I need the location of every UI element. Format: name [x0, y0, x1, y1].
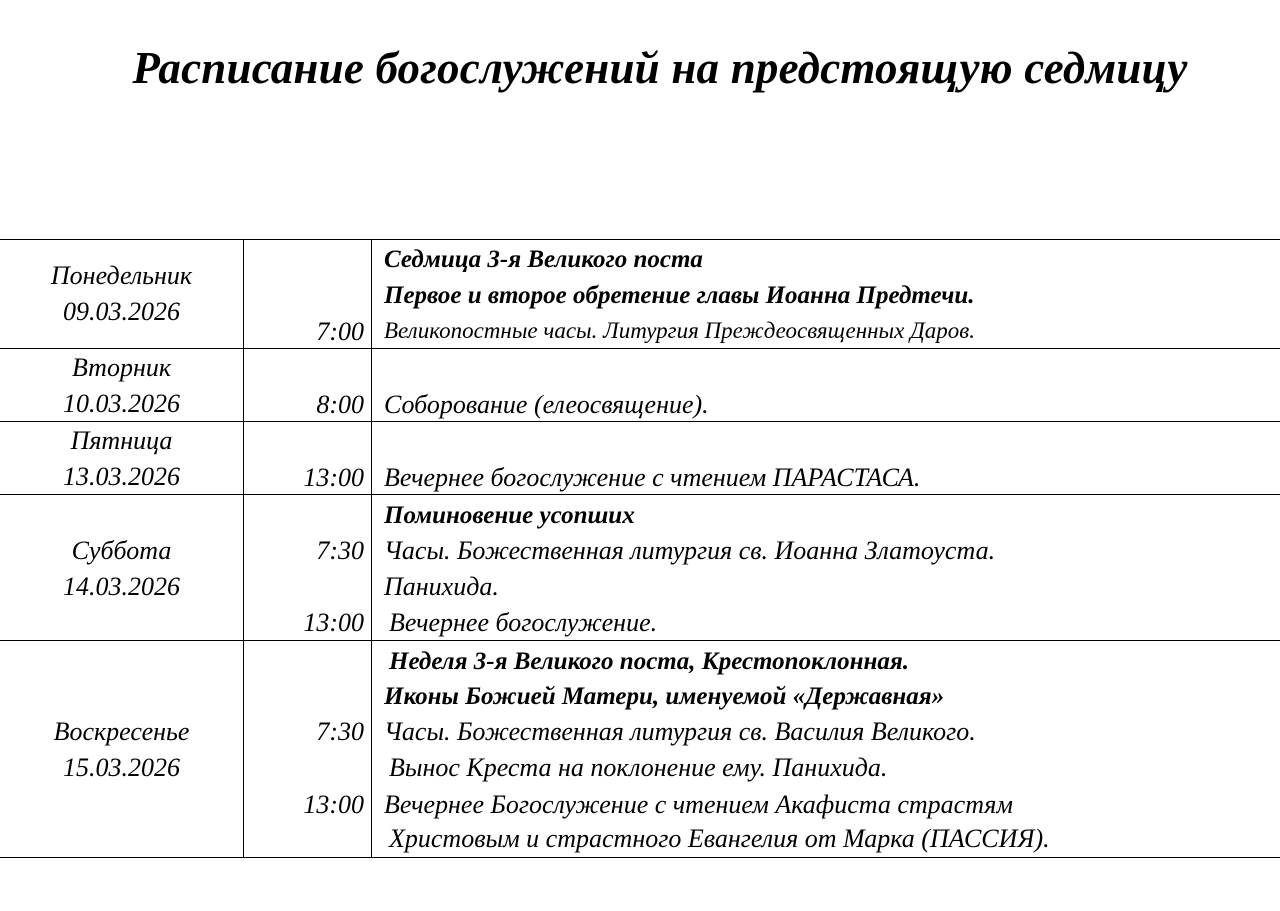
- day-date: 10.03.2026: [63, 389, 180, 418]
- service-text: Часы. Божественная литургия св. Василия Великого.: [384, 717, 976, 746]
- service-time: 13:00: [303, 790, 364, 819]
- day-name: Пятница: [70, 426, 173, 455]
- day-name: Суббота: [71, 536, 172, 565]
- service-text: Соборование (елеосвящение).: [384, 390, 709, 419]
- feast-heading: Поминовение усопших: [384, 502, 635, 529]
- service-text: Панихида.: [384, 572, 499, 601]
- service-text: Вечернее Богослужение с чтением Акафиста страстям: [384, 790, 1013, 819]
- service-time: 13:00: [303, 608, 364, 637]
- feast-heading: Первое и второе обретение главы Иоанна Предтечи.: [384, 282, 975, 309]
- day-date: 09.03.2026: [63, 297, 180, 326]
- column-divider-time: [371, 239, 372, 857]
- service-text: Великопостные часы. Литургия Преждеосвященных Даров.: [384, 318, 975, 343]
- table-border-bottom: [0, 857, 1280, 858]
- service-time: 7:30: [316, 717, 364, 746]
- table-border-top: [0, 239, 1280, 240]
- day-date: 14.03.2026: [63, 572, 180, 601]
- service-time: 7:30: [316, 536, 364, 565]
- service-text: Часы. Божественная литургия св. Иоанна Златоуста.: [384, 536, 996, 565]
- day-name: Воскресенье: [53, 717, 190, 746]
- service-text: Вынос Креста на поклонение ему. Панихида.: [389, 753, 888, 782]
- service-text: Христовым и страстного Евангелия от Марка (ПАССИЯ).: [389, 824, 1050, 853]
- day-name: Понедельник: [50, 261, 193, 290]
- page-title: Расписание богослужений на предстоящую седмицу: [132, 43, 1188, 93]
- service-text: Вечернее богослужение с чтением ПАРАСТАСА.: [384, 463, 921, 492]
- feast-heading: Иконы Божией Матери, именуемой «Державная»: [384, 683, 945, 710]
- day-name: Вторник: [71, 353, 172, 382]
- service-time: 7:00: [316, 317, 364, 346]
- feast-heading: Седмица 3-я Великого поста: [384, 246, 703, 273]
- feast-heading: Неделя 3-я Великого поста, Крестопоклонная.: [389, 648, 909, 675]
- service-text: Вечернее богослужение.: [389, 608, 658, 637]
- service-time: 8:00: [316, 390, 364, 419]
- day-date: 15.03.2026: [63, 753, 180, 782]
- day-date: 13.03.2026: [63, 462, 180, 491]
- service-time: 13:00: [303, 463, 364, 492]
